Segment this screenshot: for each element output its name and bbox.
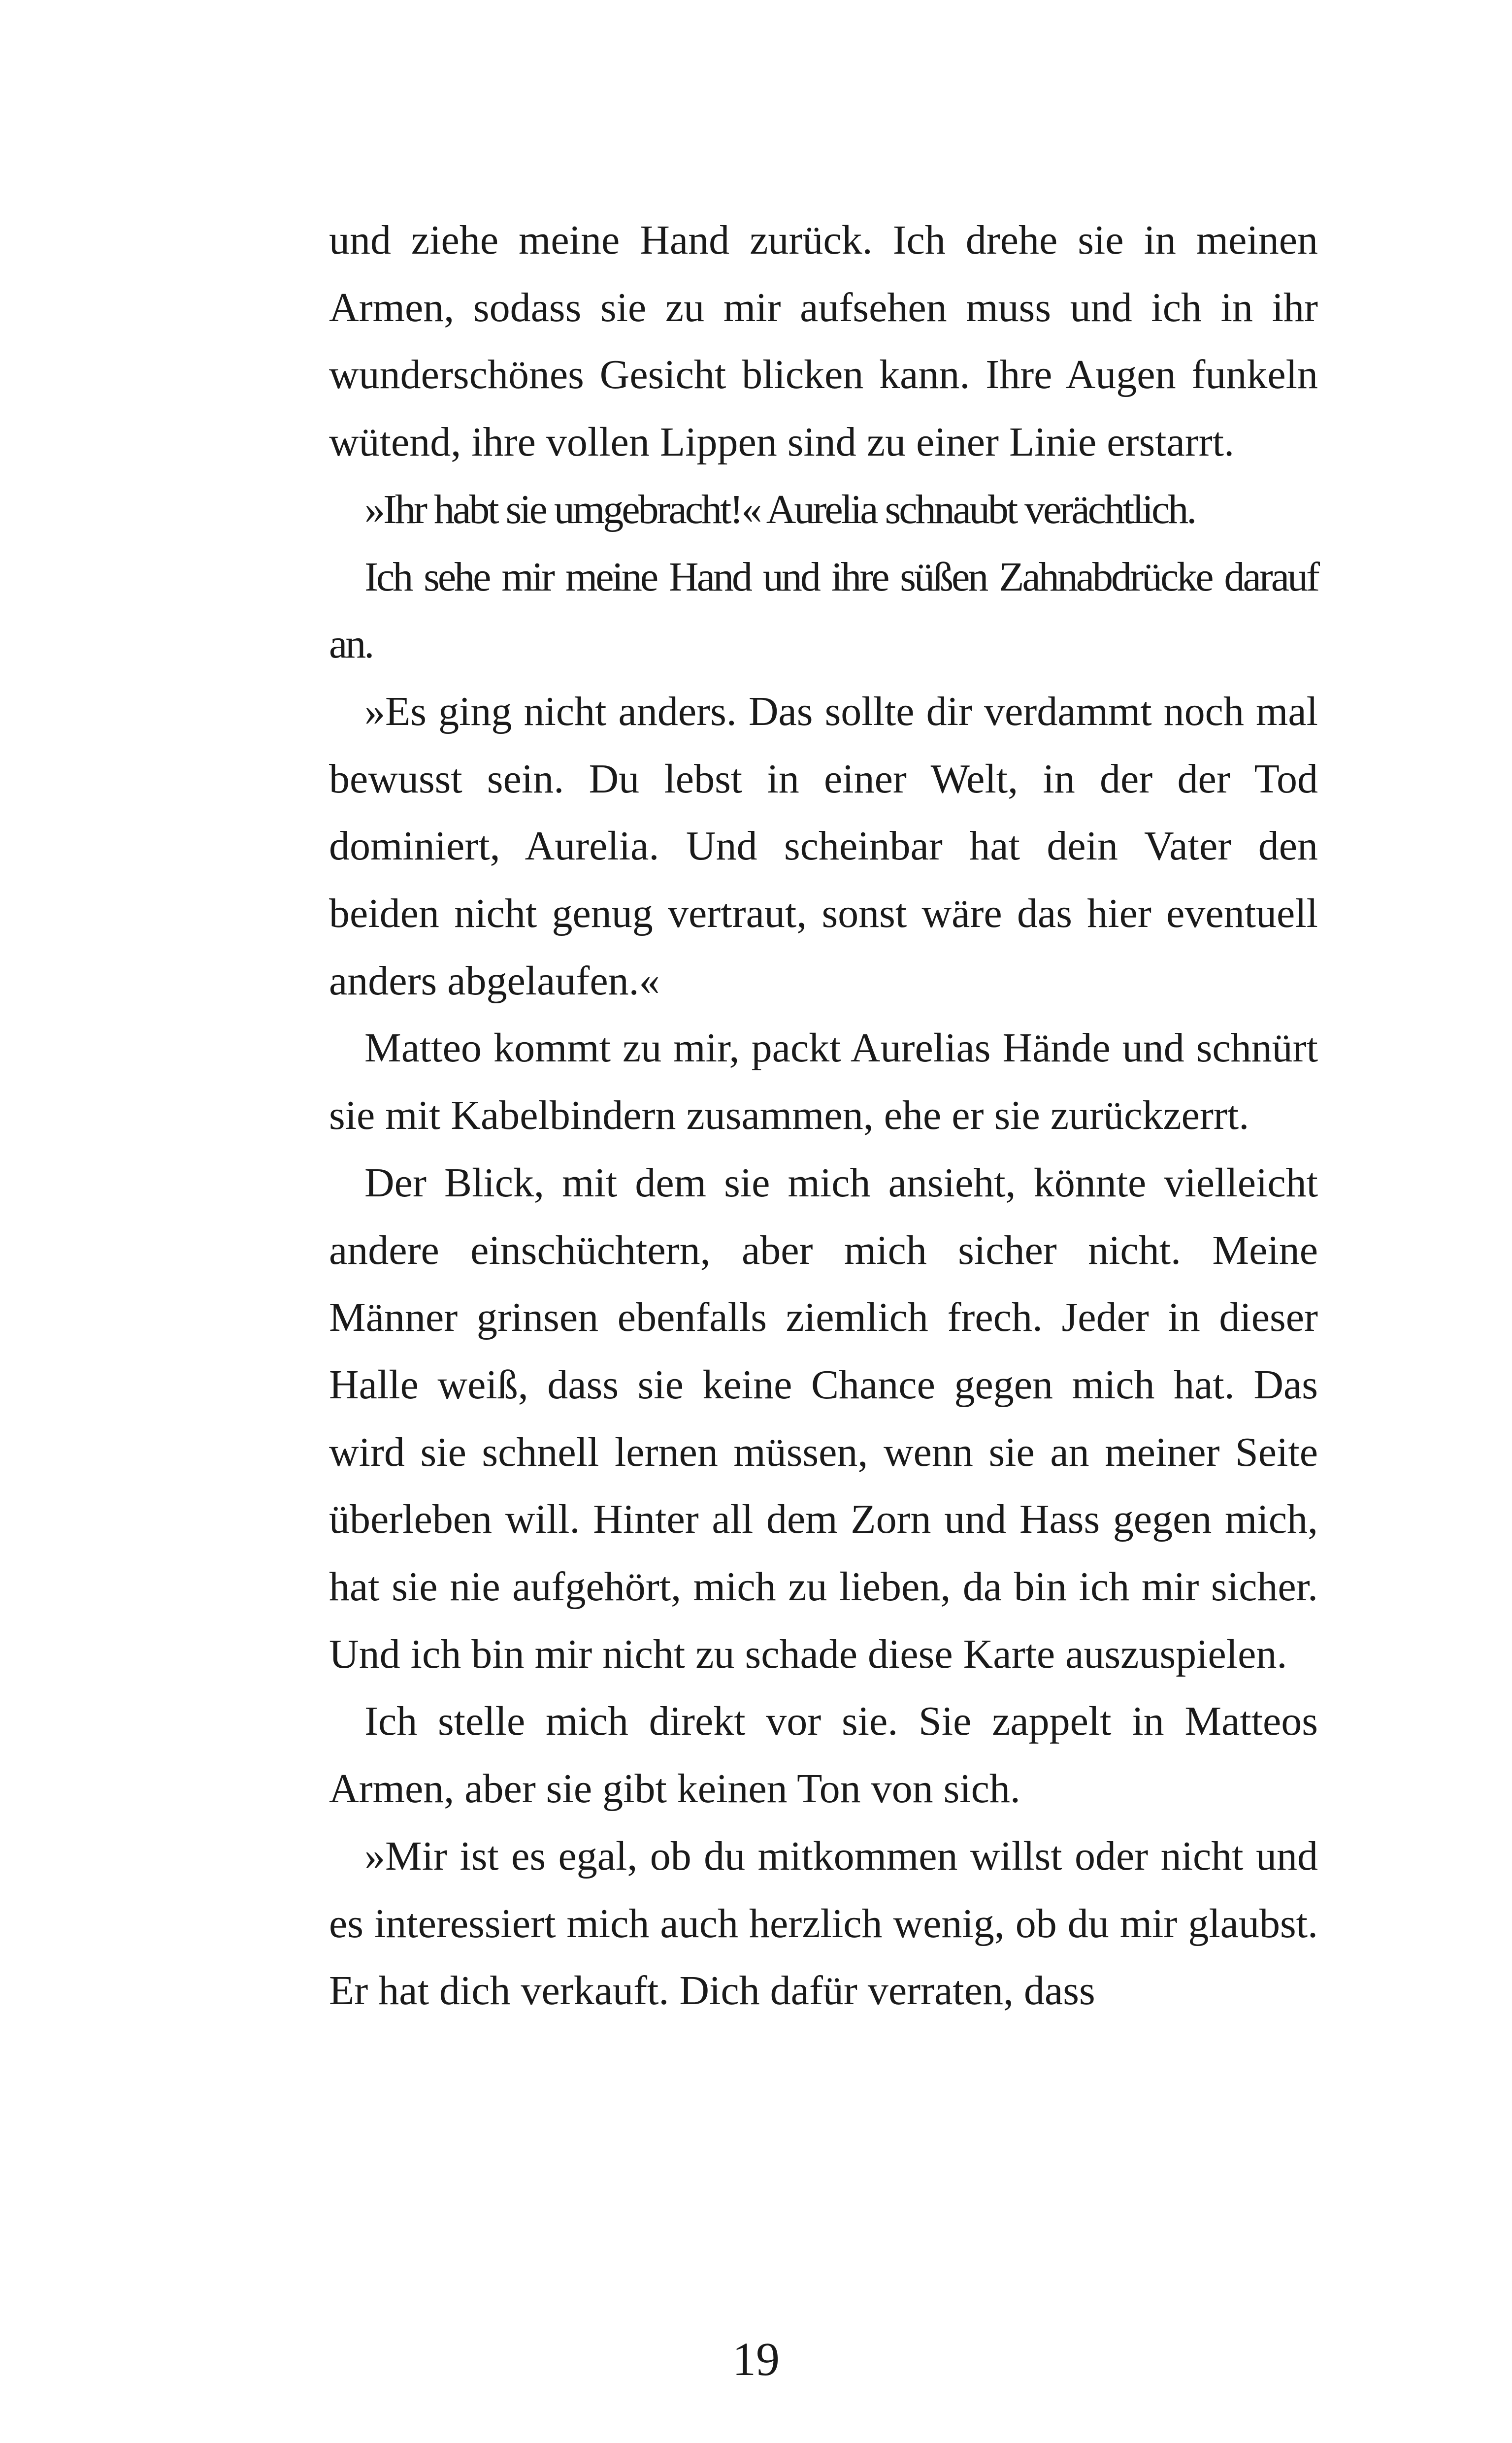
paragraph-6: Der Blick, mit dem sie mich ansieht, könnte vielleicht andere einschüchtern, aber mich sicher nicht. Meine Männer grinsen ebenfalls ziemlich frech. Jeder in dieser Halle weiß, dass sie keine Chance gegen mich hat. Das wird sie schnell lernen müssen, wenn sie an meiner Seite überleben will. Hinter all dem Zorn und Hass gegen mich, hat sie nie aufgehört, mich zu lieben, da bin ich mir sicher. Und ich bin mir nicht zu schade diese Karte auszuspielen. bbox=[329, 1159, 1318, 1677]
paragraph-5: Matteo kommt zu mir, packt Aurelias Hände und schnürt sie mit Kabelbindern zusammen, ehe er sie zurückzerrt. bbox=[329, 1025, 1318, 1139]
page-number: 19 bbox=[732, 2333, 780, 2385]
paragraph-3: Ich sehe mir meine Hand und ihre süßen Zahnabdrücke darauf an. bbox=[329, 554, 1318, 667]
paragraph-1: und ziehe meine Hand zurück. Ich drehe sie in meinen Armen, sodass sie zu mir aufsehen muss und ich in ihr wunderschönes Gesicht blicken kann. Ihre Augen funkeln wütend, ihre vollen Lippen sind zu einer Linie erstarrt. bbox=[329, 217, 1318, 465]
paragraph-7: Ich stelle mich direkt vor sie. Sie zappelt in Matteos Armen, aber sie gibt keinen Ton von sich. bbox=[329, 1698, 1318, 1812]
paragraph-8: »Mir ist es egal, ob du mitkommen willst oder nicht und es interessiert mich auch herzlich wenig, ob du mir glaubst. Er hat dich verkauft. Dich dafür verraten, dass bbox=[329, 1833, 1318, 2014]
paragraph-4: »Es ging nicht anders. Das sollte dir verdammt noch mal bewusst sein. Du lebst in einer Welt, in der der Tod dominiert, Aurelia. Und scheinbar hat dein Vater den beiden nicht genug vertraut, sonst wäre das hier eventuell anders abgelaufen.« bbox=[329, 688, 1318, 1004]
body-text bbox=[329, 207, 1318, 2025]
paragraph-2: »Ihr habt sie umgebracht!« Aurelia schnaubt verächtlich. bbox=[364, 486, 1195, 532]
